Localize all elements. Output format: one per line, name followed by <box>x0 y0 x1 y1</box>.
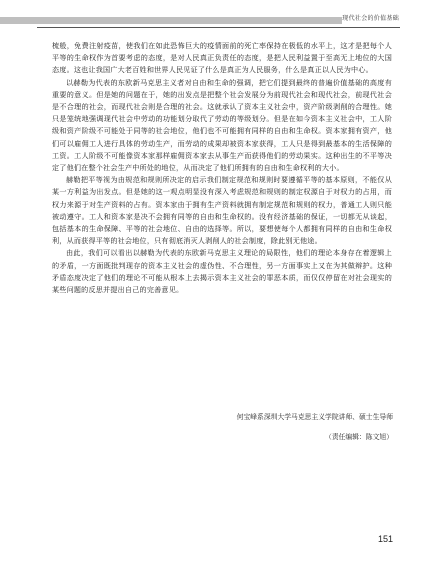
running-header-title: 现代社会的价值基础 <box>342 15 399 22</box>
paragraph-heller-critique: 以赫勒为代表的东欧新马克思主义者对自由和生命的强调，把它们提到最终的普遍价值基础的高度有重要的意义。但是她的问题在于，她的出发点是把整个社会发展分为前现代社会和现代社会，前现代社会是不合理的社会，而现代社会则是合理的社会。这就承认了资本主义社会中，资产阶级剥削的合理性。她只是笼统地强调现代社会中劳动的功能划分取代了劳动的等级划分。但是在如今资本主义社会中，工人阶级和资产阶级不可能处于同等的社会地位，他们也不可能拥有同样的自由和生命权。资本家拥有资产，他们可以雇佣工人进行具体的劳动生产，而劳动的成果却被资本家获得，工人只是得到最基本的生活保障的工资。工人阶级不可能像资本家那样雇佣资本家去从事生产而获得他们的劳动果实。这种出生的不平等决定了他们在整个社会生产中所处的地位，从而决定了他们所拥有的自由和生命权利的大小。 <box>52 77 392 173</box>
paragraph-equality: 赫勒把平等视为由规范和规则所决定的启示我们制定规范和规则时要遵循平等的基本原则，不能仅从某一方利益为出发点。但是她的这一观点明显没有深入考虑规范和规则的制定权源自于对权力的占用，而权力来源于对生产资料的占有。资本家由于拥有生产资料就拥有制定规范和规则的权力，普通工人则只能被动遵守。工人和资本家是决不会拥有同等的自由和生命权的。没有经济基础的保证，一切都无从谈起，包括基本的生命保障、平等的社会地位、自由的选择等。所以，要想使每个人都拥有同样的自由和生命权利，从而获得平等的社会地位，只有彻底消灭人剥削人的社会制度，除此别无他途。 <box>52 175 392 246</box>
header-rule <box>37 27 400 28</box>
paragraph-continuation: 梳般，免费注射疫苗，使我们在如此恐怖巨大的疫情面前的死亡率保持在极低的水平上，这才是把每个人平等的生命权作为首要考虑的态度，是对人民真正负责任的态度，是把人民利益置于至高无上地位的大国态度。这也让我国广大老百姓和世界人民见证了什么是真正为人民服务，什么是真正以人民为中心。 <box>52 41 392 75</box>
author-affiliation: 何宝峰系深圳大学马克思主义学院讲师、硕士生导师 <box>236 413 393 421</box>
header-decoration-band <box>0 17 342 24</box>
responsible-editor: （责任编辑：陈文旭） <box>325 433 393 441</box>
page-number: 151 <box>377 534 393 544</box>
paragraph-conclusion: 由此，我们可以看出以赫勒为代表的东欧新马克思主义理论的局限性，他们的理论本身存在着逻辑上的矛盾，一方面既批判现存的资本主义社会的虚伪性、不合理性，另一方面事实上又在为其做辩护。这种矛盾态度决定了他们的理论不可能从根本上去揭示资本主义社会的罪恶本质，而仅仅停留在对社会现实的某些问题的反思并提出自己的完善意见。 <box>52 248 392 295</box>
article-body <box>52 40 392 296</box>
